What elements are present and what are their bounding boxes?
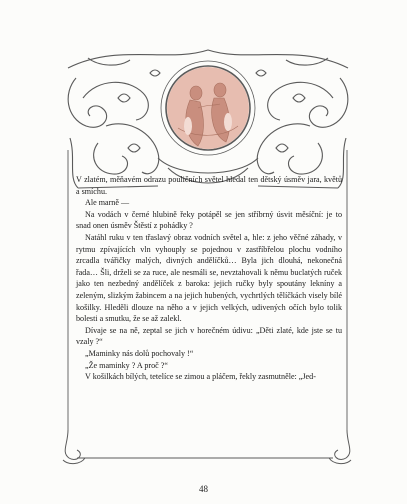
- dancing-figures-medallion-icon: [167, 67, 249, 149]
- paragraph: Na vodách v černé hlubině řeky potápěl se jen stříbrný úsvit měsíční: je to snad onen úsměv Štěstí z pohádky ?: [76, 209, 342, 231]
- paragraph: Natáhl ruku v ten třaslavý obraz vodních světel a, hle: z jeho věčné záhady, v rytmu zpívajících vln vyhouply se pojednou v zastříbřelou plochu vodního zrcadla tvářičky malých, divných andělíčků… Byla jich dlouhá, nekonečná řada… Šli, drželi se za ruce, ale nesmáli se, nevztahovali k němu buclatých ruček jako ten nezbedný andělíček z baroka: jejich ručky byly spoutány lekníny a zeleným, slizkým žabincem a na jejich hubených, vychrtlých tělíčkách visely bílé košilky. Hleděli dlouze na něho a v jejich velkých, udivených očích bylo tolik bolesti a smutku, že se až zalekl.: [76, 232, 342, 324]
- left-frame-line-icon: [58, 150, 78, 440]
- paragraph: „Maminky nás dolů pochovaly !“: [85, 348, 194, 358]
- paragraph: V zlatém, měňavém odrazu pouličních světel hledal ten dětský úsměv jara, květů a smíchu.: [76, 175, 342, 196]
- paragraph: Dívaje se na ně, zeptal se jich v horečném údivu: „Děti zlaté, kde jste se tu vzaly ?“: [76, 325, 342, 347]
- paragraph: „Že maminky ? A proč ?“: [85, 360, 168, 370]
- bottom-frame-ornament-icon: [55, 430, 355, 470]
- page-number: 48: [199, 484, 208, 494]
- paragraph: V košilkách bílých, tetelíce se zimou a pláčem, řekly zasmutněle: „Jed-: [85, 372, 316, 382]
- body-text: [76, 174, 342, 383]
- paragraph: Ale marně —: [85, 198, 130, 208]
